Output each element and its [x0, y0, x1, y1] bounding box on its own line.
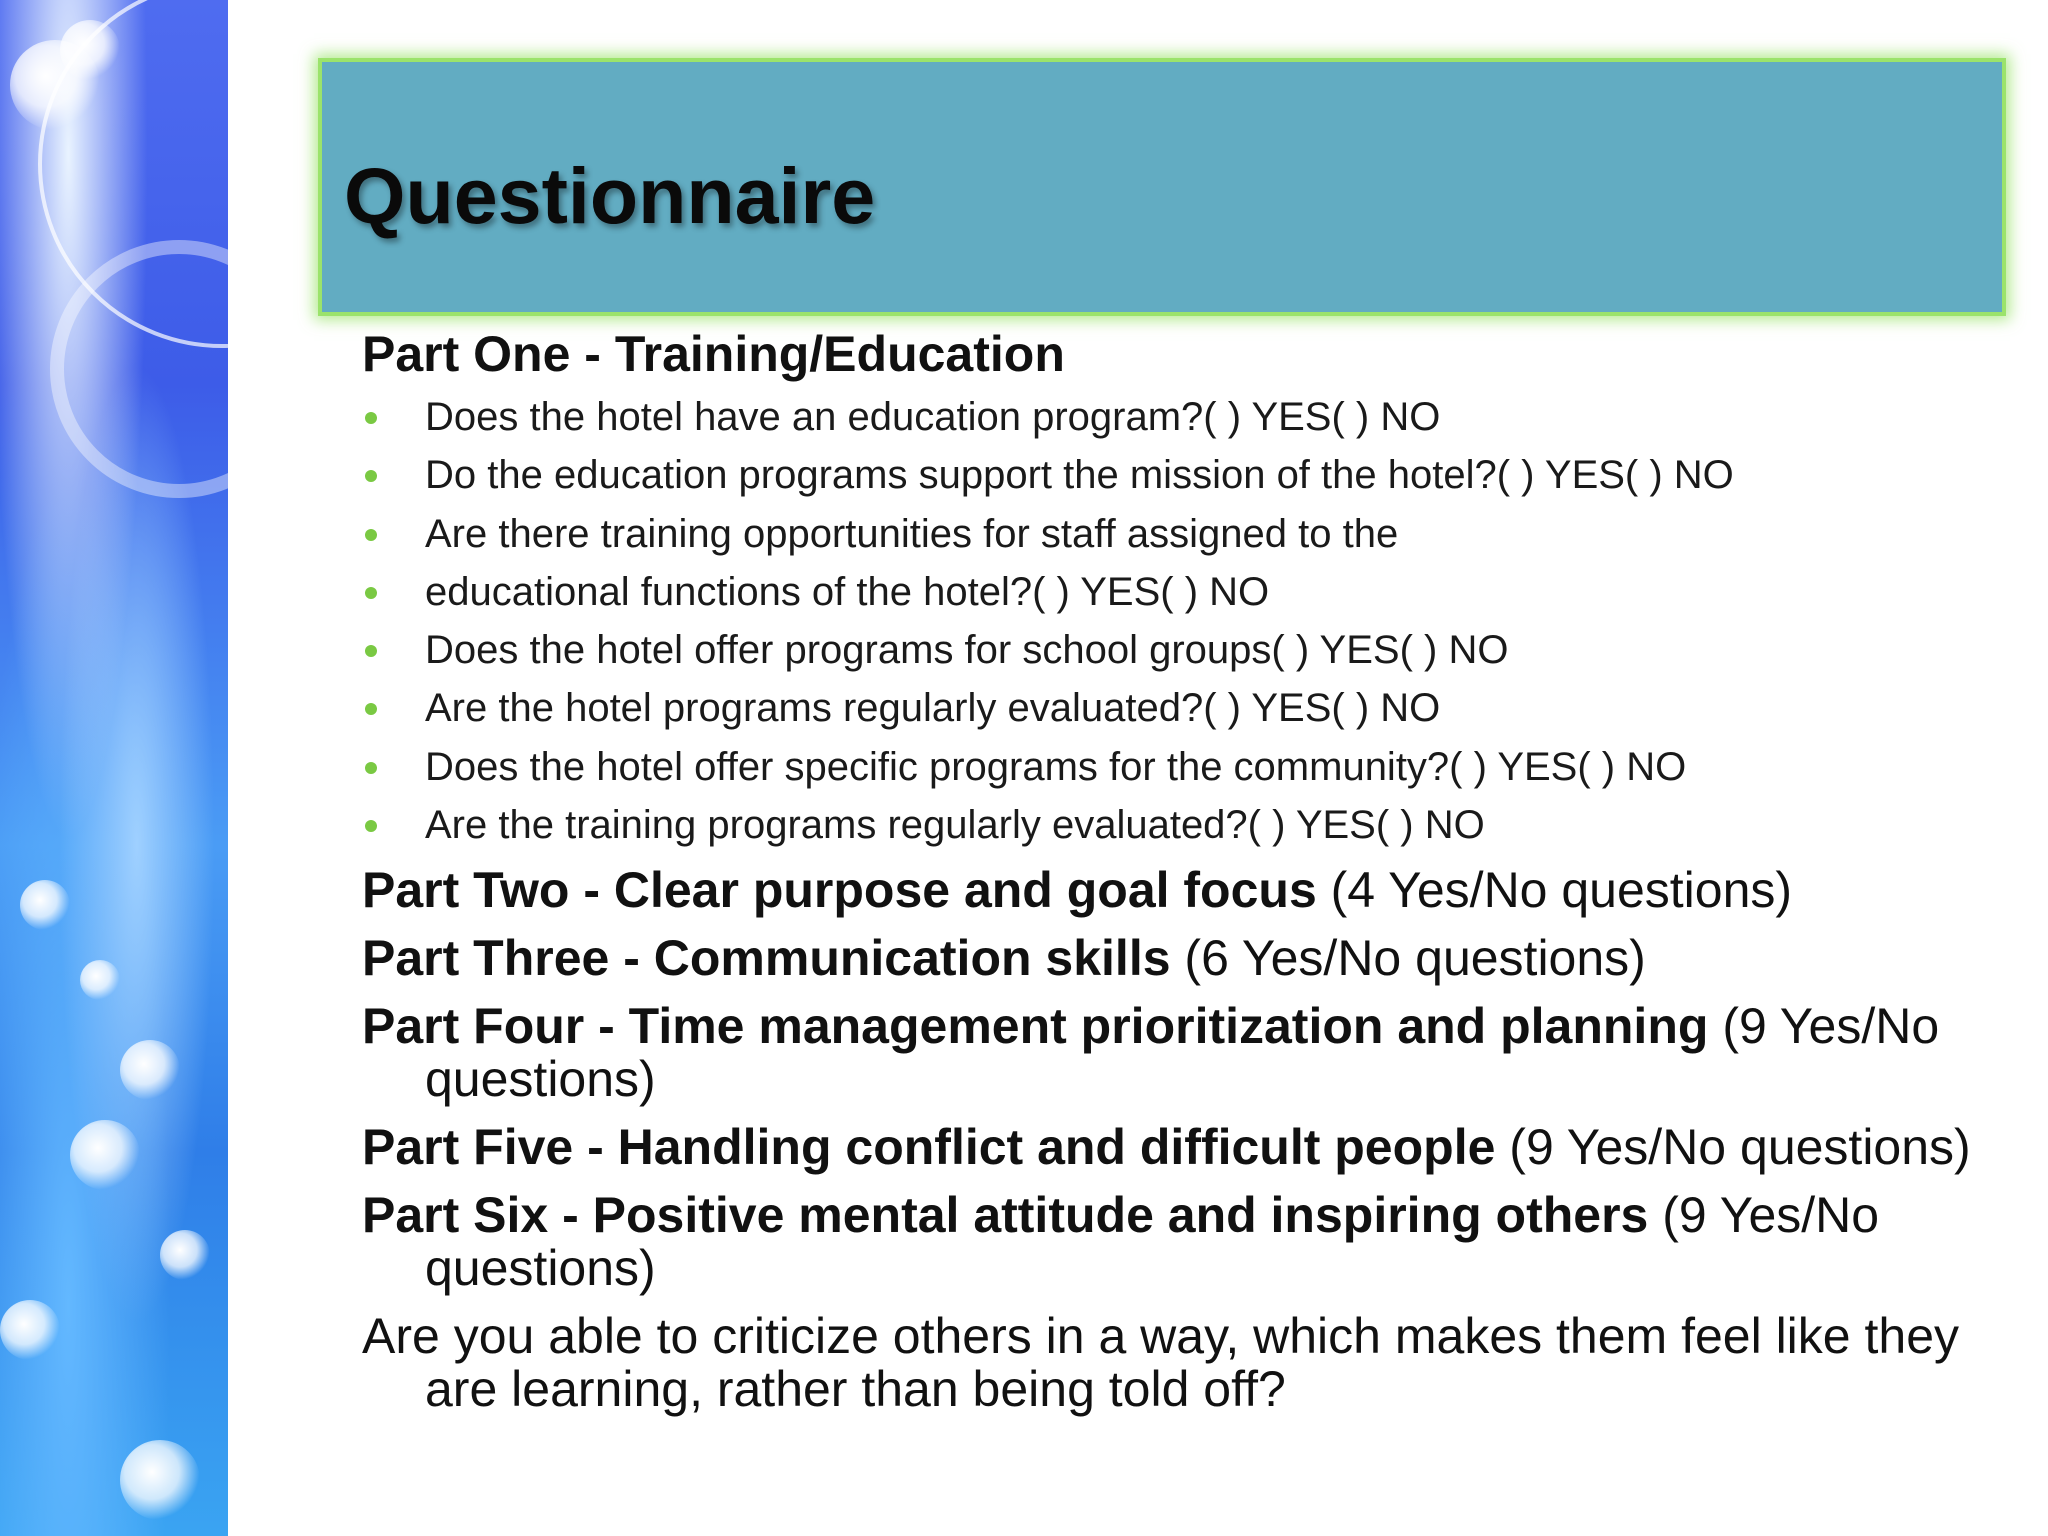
decorative-side-panel [0, 0, 228, 1536]
part-five-note: (9 Yes/No questions) [1495, 1119, 1971, 1176]
part-two-line [362, 864, 2022, 917]
bullet-dot-icon [365, 470, 377, 482]
question-list [362, 388, 2022, 854]
part-four-line [362, 1000, 2022, 1106]
bubble-decoration [120, 1440, 200, 1520]
part-one-heading: Part One - Training/Education [362, 326, 1065, 382]
bullet-dot-icon [365, 587, 377, 599]
bubble-decoration [120, 1040, 180, 1100]
question-item [362, 679, 2022, 737]
question-text: Does the hotel offer programs for school groups( ) YES( ) NO [425, 628, 1509, 673]
question-text: Are the hotel programs regularly evaluated?( ) YES( ) NO [425, 686, 1441, 731]
bubble-decoration [0, 1300, 60, 1360]
bullet-dot-icon [365, 529, 377, 541]
slide-title: Questionnaire [344, 151, 876, 240]
question-item [362, 446, 2022, 504]
part-three-note: (6 Yes/No questions) [1170, 930, 1646, 987]
question-text: Are the training programs regularly evaluated?( ) YES( ) NO [425, 803, 1485, 848]
part-three-heading: Part Three - Communication skills [362, 930, 1171, 987]
part-six-line [362, 1189, 2022, 1295]
part-six-note: (9 Yes/No questions) [425, 1187, 1880, 1297]
question-item [362, 738, 2022, 796]
bubble-decoration [70, 1120, 140, 1190]
bubble-decoration [20, 880, 70, 930]
question-text: Are there training opportunities for staff assigned to the [425, 511, 1399, 556]
part-four-heading: Part Four - Time management prioritization and planning [362, 998, 1709, 1055]
question-item [362, 563, 2022, 621]
question-item [362, 505, 2022, 563]
part-two-note: (4 Yes/No questions) [1316, 862, 1793, 919]
closing-question: Are you able to criticize others in a way, which makes them feel like they are learning, rather than being told off? [362, 1308, 1959, 1418]
bullet-dot-icon [365, 703, 377, 715]
part-three-line [362, 932, 2022, 985]
question-item [362, 796, 2022, 854]
question-item [362, 388, 2022, 446]
part-four-note: (9 Yes/No questions) [425, 998, 1940, 1108]
part-two-heading: Part Two - Clear purpose and goal focus [362, 862, 1317, 919]
ring-decoration [50, 240, 228, 498]
bubble-decoration [80, 960, 120, 1000]
part-five-heading: Part Five - Handling conflict and difficult people [362, 1119, 1496, 1176]
question-text: educational functions of the hotel?( ) YES( ) NO [425, 569, 1270, 614]
question-text: Does the hotel offer specific programs for the community?( ) YES( ) NO [425, 744, 1687, 789]
bullet-dot-icon [365, 645, 377, 657]
bubble-decoration [60, 20, 120, 80]
part-five-line [362, 1121, 2022, 1174]
bullet-dot-icon [365, 762, 377, 774]
question-text: Do the education programs support the mission of the hotel?( ) YES( ) NO [425, 453, 1734, 498]
bullet-dot-icon [365, 820, 377, 832]
question-text: Does the hotel have an education program?( ) YES( ) NO [425, 395, 1441, 439]
slide-body [362, 322, 2022, 1416]
question-item [362, 621, 2022, 679]
part-six-heading: Part Six - Positive mental attitude and inspiring others [362, 1187, 1649, 1244]
bullet-dot-icon [365, 412, 377, 424]
bubble-decoration [160, 1230, 210, 1280]
